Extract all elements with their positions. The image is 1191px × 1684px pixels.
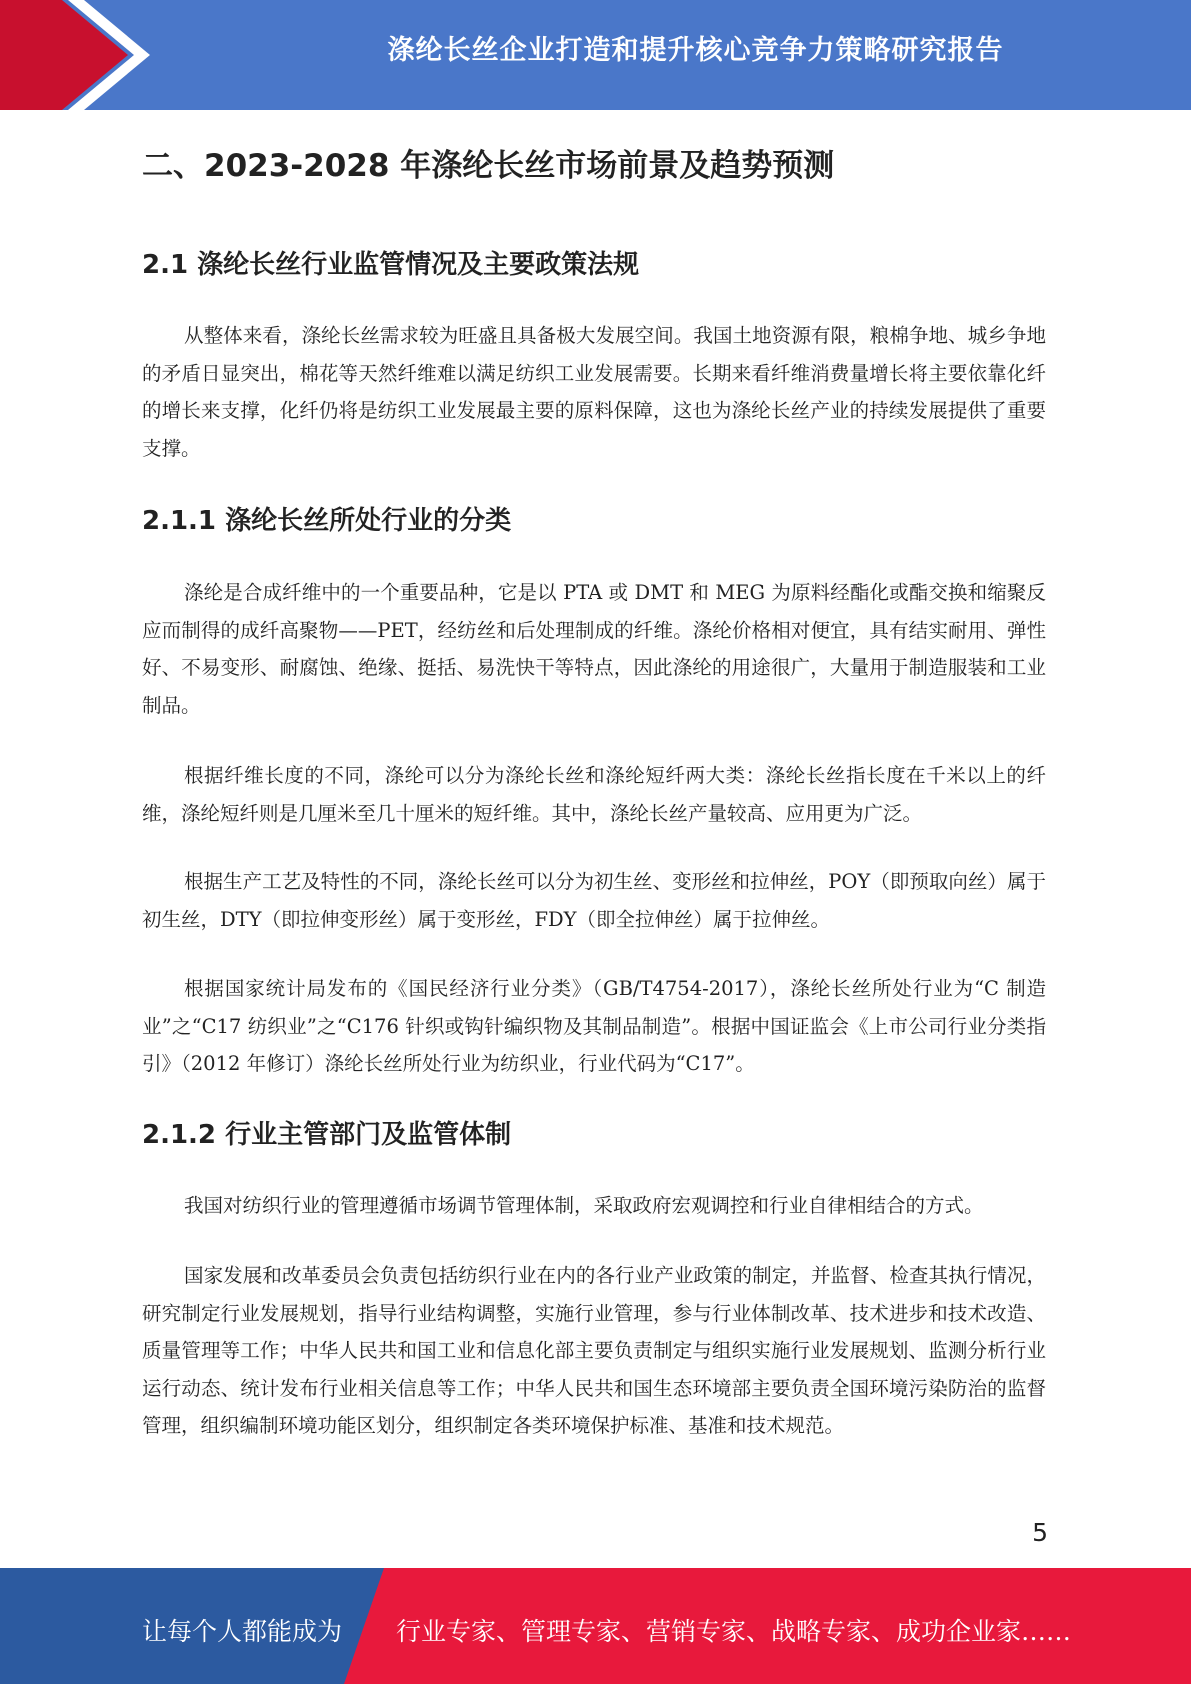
- paragraph: 从整体来看，涤纶长丝需求较为旺盛且具备极大发展空间。我国土地资源有限，粮棉争地、城乡争地的矛盾日显突出，棉花等天然纤维难以满足纺织工业发展需要。长期来看纤维消费量增长将主要依靠化纤的增长来支撑，化纤仍将是纺织工业发展最主要的原料保障，这也为涤纶长丝产业的持续发展提供了重要支撑。: [142, 324, 1046, 460]
- page-footer: [0, 1568, 1191, 1684]
- subsection-2-1-1-title: 2.1.1 涤纶长丝所处行业的分类: [142, 506, 512, 536]
- paragraph: 根据国家统计局发布的《国民经济行业分类》（GB/T4754-2017），涤纶长丝所处行业为“C 制造业”之“C17 纺织业”之“C176 针织或钩针编织物及其制品制造”。根据中国证监会《上市公司行业分类指引》（2012 年修订）涤纶长丝所处行业为纺织业，行业代码为“C17”。: [142, 977, 1046, 1075]
- page-number: 5: [1032, 1518, 1048, 1547]
- header-title: 涤纶长丝企业打造和提升核心竞争力策略研究报告: [387, 35, 1004, 66]
- subsection-2-1-2-title: 2.1.2 行业主管部门及监管体制: [142, 1120, 512, 1150]
- paragraph: 国家发展和改革委员会负责包括纺织行业在内的各行业产业政策的制定，并监督、检查其执行情况，研究制定行业发展规划，指导行业结构调整，实施行业管理，参与行业体制改革、技术进步和技术改造、质量管理等工作；中华人民共和国工业和信息化部主要负责制定与组织实施行业发展规划、监测分析行业运行动态、统计发布行业相关信息等工作；中华人民共和国生态环境部主要负责全国环境污染防治的监督管理，组织编制环境功能区划分，组织制定各类环境保护标准、基准和技术规范。: [142, 1264, 1046, 1437]
- paragraph: 根据生产工艺及特性的不同，涤纶长丝可以分为初生丝、变形丝和拉伸丝，POY（即预取向丝）属于初生丝，DTY（即拉伸变形丝）属于变形丝，FDY（即全拉伸丝）属于拉伸丝。: [142, 870, 1046, 931]
- header-arrow-decoration: [0, 0, 160, 110]
- footer-slogan-right: 行业专家、管理专家、营销专家、战略专家、成功企业家……: [396, 1617, 1072, 1646]
- section-title: 二、2023-2028 年涤纶长丝市场前景及趋势预测: [142, 148, 835, 184]
- paragraph: 涤纶是合成纤维中的一个重要品种，它是以 PTA 或 DMT 和 MEG 为原料经酯化或酯交换和缩聚反应而制得的成纤高聚物——PET，经纺丝和后处理制成的纤维。涤纶价格相对便宜，具有结实耐用、弹性好、不易变形、耐腐蚀、绝缘、挺括、易洗快干等特点，因此涤纶的用途很广，大量用于制造服装和工业制品。: [142, 581, 1046, 717]
- paragraph: 我国对纺织行业的管理遵循市场调节管理体制，采取政府宏观调控和行业自律相结合的方式。: [184, 1194, 984, 1217]
- page-header: [0, 0, 1191, 110]
- subsection-2-1-title: 2.1 涤纶长丝行业监管情况及主要政策法规: [142, 250, 640, 280]
- footer-slogan-left: 让每个人都能成为: [142, 1617, 343, 1646]
- paragraph: 根据纤维长度的不同，涤纶可以分为涤纶长丝和涤纶短纤两大类：涤纶长丝指长度在千米以上的纤维，涤纶短纤则是几厘米至几十厘米的短纤维。其中，涤纶长丝产量较高、应用更为广泛。: [142, 764, 1046, 825]
